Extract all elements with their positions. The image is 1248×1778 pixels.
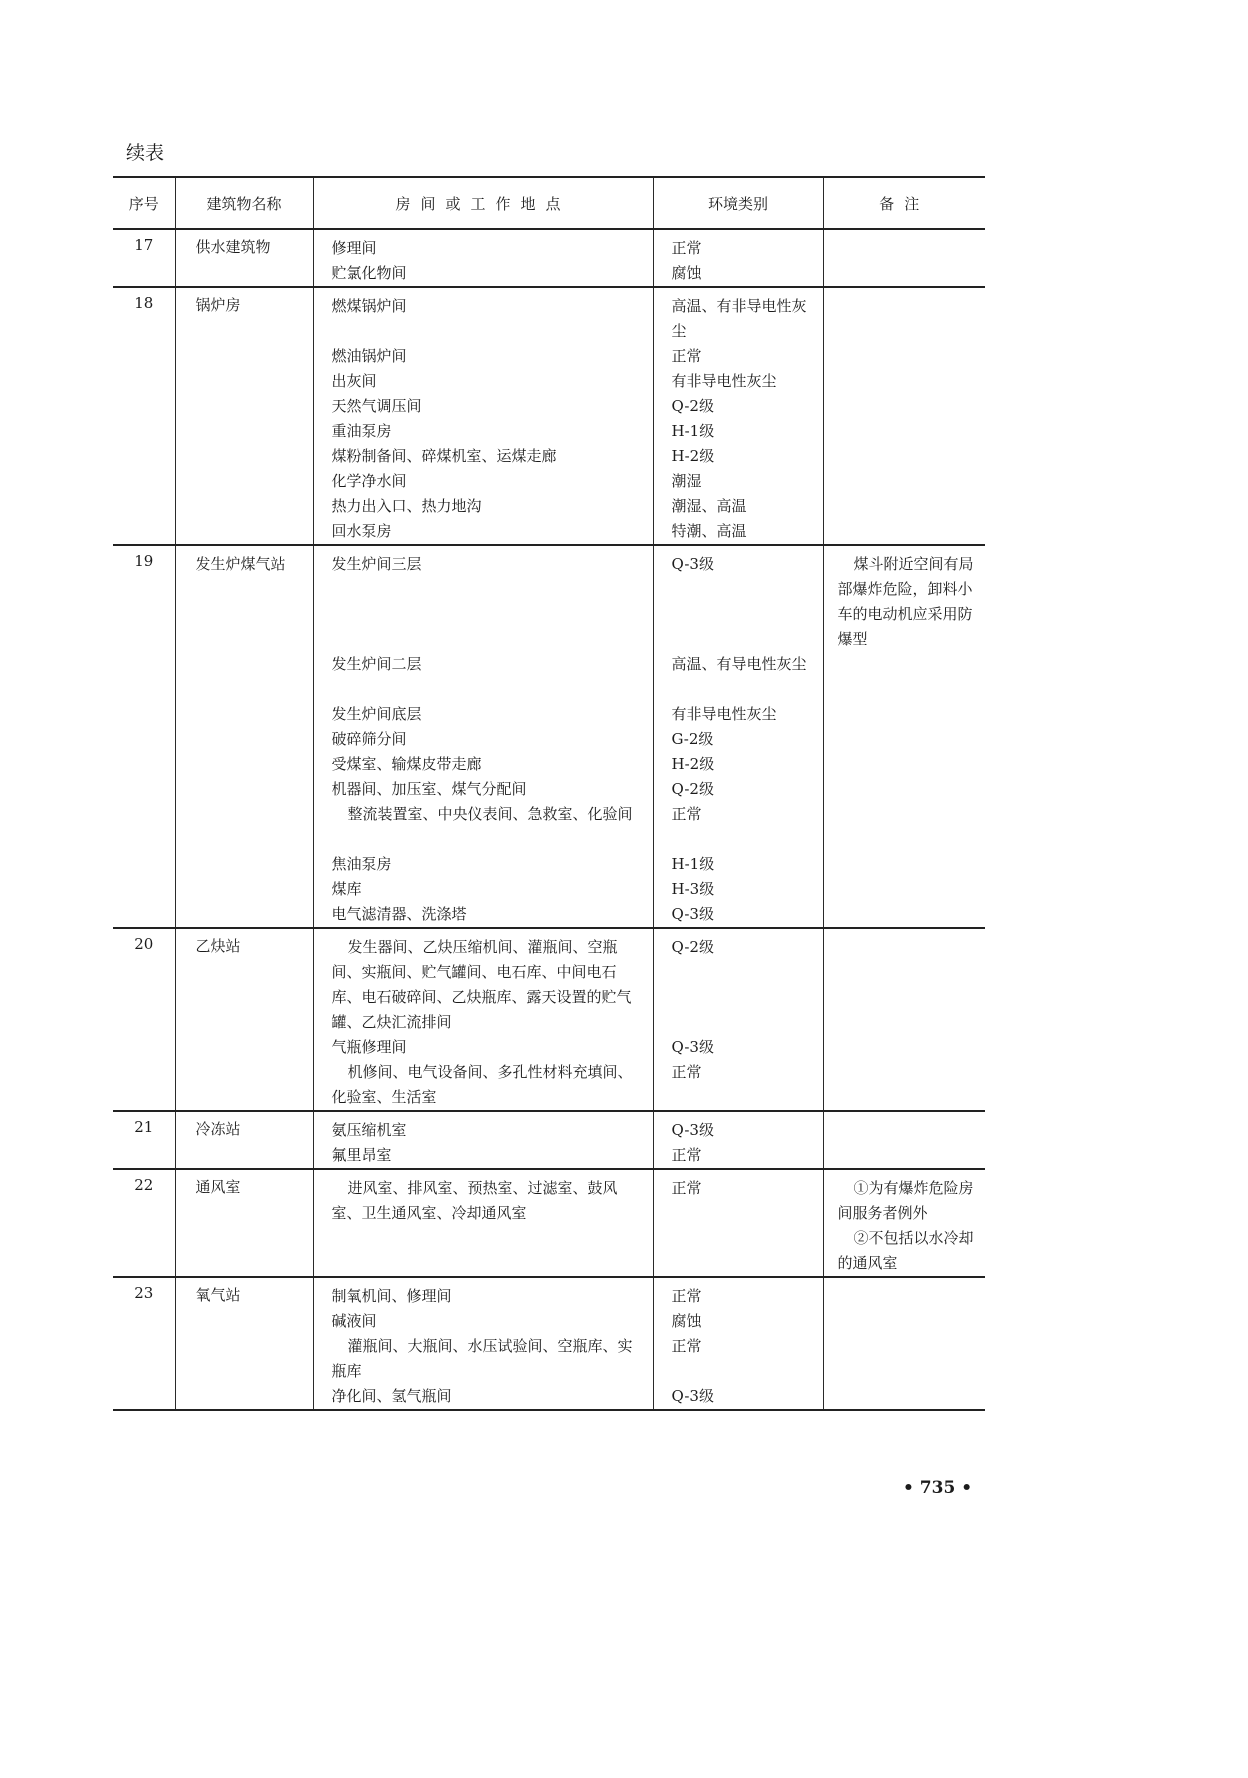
- table-caption: 续表: [126, 142, 165, 164]
- env-item: 正常: [671, 1179, 702, 1197]
- building-name: 氧气站: [175, 1277, 313, 1410]
- page-number: • 735 •: [903, 1478, 973, 1498]
- env-cell: [653, 287, 823, 545]
- header-building: 建筑物名称: [175, 177, 313, 229]
- room-item: 灌瓶间、大瓶间、水压试验间、空瓶库、实瓶库: [331, 1337, 633, 1380]
- note-cell: [823, 1277, 985, 1410]
- env-item: 正常: [671, 805, 702, 823]
- room-cell: [313, 545, 653, 928]
- env-cell: [653, 1169, 823, 1277]
- room-item: 煤粉制备间、碎煤机室、运煤走廊: [331, 447, 557, 465]
- env-item: Q-3级: [671, 905, 714, 923]
- room-item: 化学净水间: [331, 472, 407, 490]
- room-item: 贮氯化物间: [331, 264, 407, 282]
- env-item: 高温、有非导电性灰尘: [671, 297, 807, 340]
- room-item: 制氧机间、修理间: [331, 1287, 452, 1305]
- room-item: 修理间: [331, 239, 377, 257]
- room-item: 受煤室、输煤皮带走廊: [331, 755, 482, 773]
- room-item: 机器间、加压室、煤气分配间: [331, 780, 527, 798]
- env-item: Q-3级: [671, 1121, 714, 1139]
- note-item: ②不包括以水冷却的通风室: [837, 1229, 974, 1272]
- env-item: H-1级: [671, 855, 715, 873]
- room-item: 破碎筛分间: [331, 730, 407, 748]
- env-item: Q-2级: [671, 938, 714, 956]
- note-cell: [823, 1169, 985, 1277]
- room-item: 发生炉间二层: [331, 655, 422, 673]
- room-cell: [313, 1169, 653, 1277]
- env-item: Q-3级: [671, 555, 714, 573]
- env-item: 腐蚀: [671, 1312, 702, 1330]
- table-row: [113, 1277, 985, 1410]
- env-item: 有非导电性灰尘: [671, 372, 777, 390]
- env-item: 正常: [671, 239, 702, 257]
- env-cell: [653, 928, 823, 1111]
- env-cell: [653, 229, 823, 287]
- table-row: [113, 1169, 985, 1277]
- room-item: 氨压缩机室: [331, 1121, 407, 1139]
- env-item: 正常: [671, 1337, 702, 1355]
- env-item: H-3级: [671, 880, 715, 898]
- table-row: [113, 545, 985, 928]
- room-item: 整流装置室、中央仪表间、急救室、化验间: [347, 805, 633, 823]
- room-item: 发生器间、乙炔压缩机间、灌瓶间、空瓶间、实瓶间、贮气罐间、电石库、中间电石库、电石破碎间、乙炔瓶库、露天设置的贮气罐、乙炔汇流排间: [331, 938, 632, 1031]
- row-no: 22: [113, 1169, 175, 1277]
- env-item: Q-3级: [671, 1387, 714, 1405]
- env-item: 正常: [671, 1146, 702, 1164]
- building-name: 冷冻站: [175, 1111, 313, 1169]
- row-no: 19: [113, 545, 175, 928]
- note-cell: [823, 928, 985, 1111]
- header-env: 环境类别: [653, 177, 823, 229]
- room-item: 机修间、电气设备间、多孔性材料充填间、化验室、生活室: [331, 1063, 633, 1106]
- table-row: [113, 1111, 985, 1169]
- row-no: 21: [113, 1111, 175, 1169]
- room-item: 碱液间: [331, 1312, 377, 1330]
- room-cell: [313, 229, 653, 287]
- table-row: [113, 928, 985, 1111]
- row-no: 18: [113, 287, 175, 545]
- env-item: H-2级: [671, 447, 715, 465]
- env-item: Q-2级: [671, 780, 714, 798]
- env-item: Q-3级: [671, 1038, 714, 1056]
- room-item: 焦油泵房: [331, 855, 392, 873]
- env-item: 高温、有导电性灰尘: [671, 655, 807, 673]
- env-item: 正常: [671, 1287, 702, 1305]
- room-item: 煤库: [331, 880, 362, 898]
- environment-table: [113, 176, 985, 1411]
- room-item: 燃煤锅炉间: [331, 297, 407, 315]
- env-item: 正常: [671, 1063, 702, 1081]
- env-item: G-2级: [671, 730, 714, 748]
- env-item: H-2级: [671, 755, 715, 773]
- room-item: 净化间、氢气瓶间: [331, 1387, 452, 1405]
- env-cell: [653, 1277, 823, 1410]
- building-name: 供水建筑物: [175, 229, 313, 287]
- table-row: [113, 229, 985, 287]
- room-cell: [313, 287, 653, 545]
- room-cell: [313, 1111, 653, 1169]
- note-item: 煤斗附近空间有局部爆炸危险，卸料小车的电动机应采用防爆型: [837, 555, 974, 648]
- room-item: 天然气调压间: [331, 397, 422, 415]
- room-item: 氟里昂室: [331, 1146, 392, 1164]
- room-item: 重油泵房: [331, 422, 392, 440]
- env-item: 正常: [671, 347, 702, 365]
- building-name: 发生炉煤气站: [175, 545, 313, 928]
- env-item: H-1级: [671, 422, 715, 440]
- room-cell: [313, 1277, 653, 1410]
- note-cell: [823, 287, 985, 545]
- env-item: 腐蚀: [671, 264, 702, 282]
- room-item: 发生炉间三层: [331, 555, 422, 573]
- note-cell: [823, 545, 985, 928]
- row-no: 23: [113, 1277, 175, 1410]
- building-name: 乙炔站: [175, 928, 313, 1111]
- note-cell: [823, 229, 985, 287]
- note-cell: [823, 1111, 985, 1169]
- note-item: ①为有爆炸危险房间服务者例外: [837, 1179, 974, 1222]
- header-no: 序号: [113, 177, 175, 229]
- building-name: 锅炉房: [175, 287, 313, 545]
- room-cell: [313, 928, 653, 1111]
- room-item: 电气滤清器、洗涤塔: [331, 905, 467, 923]
- room-item: 热力出入口、热力地沟: [331, 497, 482, 515]
- header-room: 房间或工作地点: [313, 177, 653, 229]
- env-item: 潮湿、高温: [671, 497, 747, 515]
- room-item: 出灰间: [331, 372, 377, 390]
- env-item: 有非导电性灰尘: [671, 705, 777, 723]
- room-item: 燃油锅炉间: [331, 347, 407, 365]
- building-name: 通风室: [175, 1169, 313, 1277]
- env-item: 特潮、高温: [671, 522, 747, 540]
- env-cell: [653, 545, 823, 928]
- room-item: 进风室、排风室、预热室、过滤室、鼓风室、卫生通风室、冷却通风室: [331, 1179, 618, 1222]
- env-item: Q-2级: [671, 397, 714, 415]
- env-item: 潮湿: [671, 472, 702, 490]
- header-note: 备注: [823, 177, 985, 229]
- row-no: 20: [113, 928, 175, 1111]
- room-item: 回水泵房: [331, 522, 392, 540]
- room-item: 发生炉间底层: [331, 705, 422, 723]
- spacer: [332, 319, 643, 344]
- room-item: 气瓶修理间: [331, 1038, 407, 1056]
- row-no: 17: [113, 229, 175, 287]
- table-header-row: [113, 177, 985, 229]
- env-cell: [653, 1111, 823, 1169]
- table-row: [113, 287, 985, 545]
